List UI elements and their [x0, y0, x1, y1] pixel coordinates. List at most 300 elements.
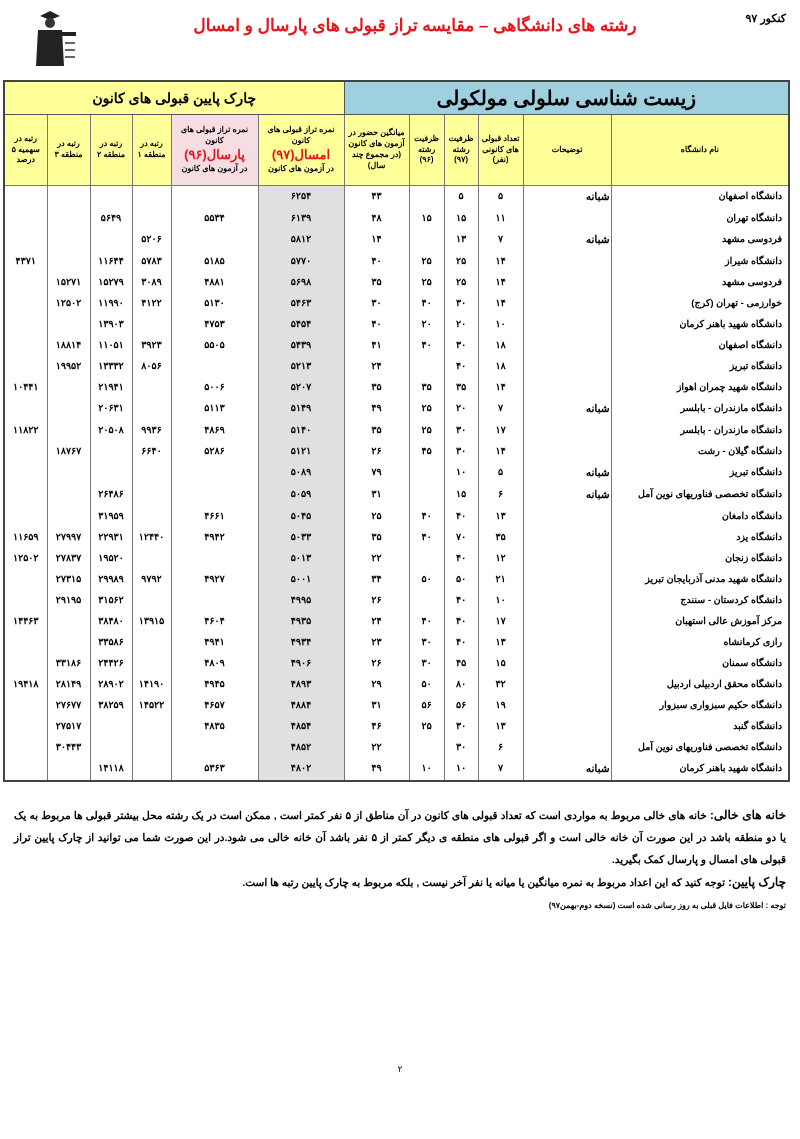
table-row	[4, 590, 789, 611]
cell-r2: ۲۲۹۳۱	[90, 527, 132, 548]
cell-r3	[47, 398, 90, 420]
table-row	[4, 314, 789, 335]
cell-y97: ۵۱۴۰	[258, 420, 344, 441]
cell-y96: ۵۰۰۶	[171, 377, 258, 398]
cell-r1: ۹۹۳۶	[132, 420, 171, 441]
cell-y97: ۴۸۵۲	[258, 737, 344, 758]
cell-avg: ۳۱	[344, 484, 409, 506]
cell-avg: ۴۰	[344, 251, 409, 272]
cell-avg: ۲۶	[344, 653, 409, 674]
cell-cap97: ۵	[444, 186, 478, 209]
table-row	[4, 356, 789, 377]
cell-r3: ۲۹۱۹۵	[47, 590, 90, 611]
cell-y96: ۵۳۶۳	[171, 758, 258, 781]
cell-cap97: ۴۰	[444, 356, 478, 377]
cell-y96	[171, 462, 258, 484]
cell-r1	[132, 632, 171, 653]
cell-avg: ۲۵	[344, 506, 409, 527]
table-row	[4, 208, 789, 229]
cell-r2: ۳۱۹۵۹	[90, 506, 132, 527]
note-empty	[14, 804, 786, 871]
cell-count: ۶	[478, 737, 523, 758]
cell-y96: ۴۸۸۱	[171, 272, 258, 293]
table-row	[4, 632, 789, 653]
cell-r3	[47, 420, 90, 441]
cell-avg: ۳۵	[344, 420, 409, 441]
cell-notes	[523, 314, 611, 335]
cell-cap97: ۵۶	[444, 695, 478, 716]
cell-cap97: ۷۰	[444, 527, 478, 548]
col-y96-top: نمره تراز قبولی های کانون	[180, 124, 249, 145]
cell-r3: ۲۷۶۷۷	[47, 695, 90, 716]
cell-r1: ۵۷۸۳	[132, 251, 171, 272]
cell-y97: ۵۴۵۴	[258, 314, 344, 335]
cell-r3: ۱۹۹۵۲	[47, 356, 90, 377]
cell-count: ۱۲	[478, 548, 523, 569]
cell-r3	[47, 611, 90, 632]
cell-r5	[4, 441, 47, 462]
cell-r1: ۱۲۴۴۰	[132, 527, 171, 548]
cell-y96: ۴۹۲۷	[171, 569, 258, 590]
table-row	[4, 420, 789, 441]
cell-y97: ۴۹۰۶	[258, 653, 344, 674]
cell-y96	[171, 737, 258, 758]
cell-name: دانشگاه یزد	[611, 527, 789, 548]
cell-r2: ۳۱۵۶۲	[90, 590, 132, 611]
cell-r3: ۳۰۴۴۳	[47, 737, 90, 758]
cell-y96	[171, 229, 258, 251]
col-r5: رتبه در سهمیه ۵ درصد	[4, 115, 47, 186]
cell-r1: ۸۰۵۶	[132, 356, 171, 377]
cell-count: ۱۴	[478, 293, 523, 314]
cell-r2: ۱۱۶۴۴	[90, 251, 132, 272]
cell-count: ۱۴	[478, 441, 523, 462]
cell-cap97: ۴۰	[444, 611, 478, 632]
cell-name: فردوسی مشهد	[611, 272, 789, 293]
cell-avg: ۳۴	[344, 569, 409, 590]
cell-avg: ۳۰	[344, 293, 409, 314]
cell-count: ۷	[478, 229, 523, 251]
table-row	[4, 506, 789, 527]
cell-notes	[523, 611, 611, 632]
cell-r3: ۲۸۱۴۹	[47, 674, 90, 695]
col-r3: رتبه در منطقه ۳	[47, 115, 90, 186]
cell-y96	[171, 548, 258, 569]
cell-avg: ۲۶	[344, 590, 409, 611]
cell-y96: ۴۶۰۴	[171, 611, 258, 632]
cell-count: ۱۱	[478, 208, 523, 229]
table-row	[4, 569, 789, 590]
cell-cap96	[409, 484, 444, 506]
cell-count: ۵	[478, 462, 523, 484]
cell-r3: ۲۷۹۹۷	[47, 527, 90, 548]
col-cap96: ظرفیت رشته (۹۶)	[409, 115, 444, 186]
cell-count: ۱۳	[478, 632, 523, 653]
cell-cap97: ۱۰	[444, 758, 478, 781]
cell-cap96: ۵۰	[409, 674, 444, 695]
cell-r5	[4, 737, 47, 758]
cell-r3: ۱۲۵۰۲	[47, 293, 90, 314]
cell-notes: شبانه	[523, 758, 611, 781]
cell-r2: ۱۴۱۱۸	[90, 758, 132, 781]
cell-y97: ۵۱۲۱	[258, 441, 344, 462]
cell-r5: ۱۲۵۰۲	[4, 548, 47, 569]
cell-r1: ۱۳۹۱۵	[132, 611, 171, 632]
cell-r1	[132, 716, 171, 737]
cell-count: ۷	[478, 398, 523, 420]
cell-y97: ۶۲۵۴	[258, 186, 344, 209]
cell-avg: ۲۴	[344, 611, 409, 632]
cell-r3	[47, 484, 90, 506]
cell-name: دانشگاه دامغان	[611, 506, 789, 527]
cell-r2: ۳۳۵۸۶	[90, 632, 132, 653]
cell-y96: ۴۹۴۵	[171, 674, 258, 695]
table-row	[4, 737, 789, 758]
cell-cap97: ۳۰	[444, 293, 478, 314]
cell-r2	[90, 462, 132, 484]
cell-r3	[47, 314, 90, 335]
cell-y96: ۵۲۸۶	[171, 441, 258, 462]
cell-name: دانشگاه سمنان	[611, 653, 789, 674]
cell-notes: شبانه	[523, 462, 611, 484]
col-y97-mid: امسال(۹۷)	[271, 147, 331, 163]
cell-cap96	[409, 356, 444, 377]
cell-count: ۱۳	[478, 506, 523, 527]
cell-y96: ۴۸۶۹	[171, 420, 258, 441]
cell-r5	[4, 506, 47, 527]
cell-r3	[47, 462, 90, 484]
cell-name: دانشگاه شهید چمران اهواز	[611, 377, 789, 398]
cell-y97: ۵۲۱۳	[258, 356, 344, 377]
table-row	[4, 611, 789, 632]
cell-count: ۱۸	[478, 356, 523, 377]
cell-name: دانشگاه شیراز	[611, 251, 789, 272]
cell-name: دانشگاه تهران	[611, 208, 789, 229]
cell-name: دانشگاه مازندران - بابلسر	[611, 420, 789, 441]
cell-y96: ۴۷۵۳	[171, 314, 258, 335]
table-row	[4, 758, 789, 781]
cell-cap96: ۱۵	[409, 208, 444, 229]
note-chark	[14, 871, 786, 894]
cell-r1	[132, 653, 171, 674]
cell-r5: ۱۱۸۲۲	[4, 420, 47, 441]
cell-r3	[47, 758, 90, 781]
cell-r1: ۶۶۴۰	[132, 441, 171, 462]
notes	[14, 804, 786, 914]
cell-y97: ۵۰۵۹	[258, 484, 344, 506]
cell-y97: ۵۱۴۹	[258, 398, 344, 420]
cell-r3: ۱۵۲۷۱	[47, 272, 90, 293]
cell-r5: ۱۰۴۴۱	[4, 377, 47, 398]
cell-avg: ۴۳	[344, 186, 409, 209]
cell-notes	[523, 506, 611, 527]
cell-r5	[4, 484, 47, 506]
cell-r2: ۲۰۶۳۱	[90, 398, 132, 420]
cell-y96	[171, 186, 258, 209]
cell-r5	[4, 695, 47, 716]
cell-notes: شبانه	[523, 398, 611, 420]
cell-r2: ۱۵۲۷۹	[90, 272, 132, 293]
cell-r1	[132, 506, 171, 527]
cell-name: دانشگاه کردستان - سنندج	[611, 590, 789, 611]
cell-cap97: ۳۰	[444, 737, 478, 758]
cell-cap97: ۱۰	[444, 462, 478, 484]
cell-cap96: ۵۰	[409, 569, 444, 590]
col-avg: میانگین حضور در آزمون های کانون (در مجموع چند سال)	[344, 115, 409, 186]
cell-r2	[90, 716, 132, 737]
cell-r5	[4, 569, 47, 590]
cell-r1	[132, 484, 171, 506]
col-y97-top: نمره تراز قبولی های کانون	[267, 124, 335, 145]
table-row	[4, 716, 789, 737]
page-number: ۲	[397, 1064, 403, 1074]
col-y96-bot: در آزمون های کانون	[181, 164, 248, 174]
cell-r5	[4, 758, 47, 781]
cell-count: ۱۹	[478, 695, 523, 716]
cell-r3: ۱۸۸۱۴	[47, 335, 90, 356]
cell-r3: ۳۳۱۸۶	[47, 653, 90, 674]
cell-r5	[4, 314, 47, 335]
cell-avg: ۲۳	[344, 632, 409, 653]
cell-name: خوارزمی - تهران (کرج)	[611, 293, 789, 314]
cell-count: ۱۷	[478, 420, 523, 441]
cell-r5	[4, 186, 47, 209]
cell-y96: ۵۵۳۴	[171, 208, 258, 229]
cell-name: دانشگاه حکیم سبزواری سبزوار	[611, 695, 789, 716]
cell-cap96: ۴۰	[409, 611, 444, 632]
cell-r5	[4, 208, 47, 229]
table-row	[4, 398, 789, 420]
cell-r3: ۱۸۷۶۷	[47, 441, 90, 462]
cell-count: ۱۴	[478, 272, 523, 293]
cell-cap97: ۳۵	[444, 377, 478, 398]
cell-notes	[523, 208, 611, 229]
cell-y97: ۴۸۵۴	[258, 716, 344, 737]
cell-r2: ۳۸۲۵۹	[90, 695, 132, 716]
col-y96	[171, 115, 258, 186]
cell-avg: ۴۹	[344, 758, 409, 781]
cell-count: ۳۲	[478, 674, 523, 695]
cell-cap97: ۱۳	[444, 229, 478, 251]
col-r1: رتبه در منطقه ۱	[132, 115, 171, 186]
cell-y96: ۵۵۰۵	[171, 335, 258, 356]
cell-notes: شبانه	[523, 484, 611, 506]
cell-y97: ۴۹۳۵	[258, 611, 344, 632]
cell-r3	[47, 208, 90, 229]
cell-cap97: ۲۵	[444, 251, 478, 272]
cell-avg: ۴۶	[344, 716, 409, 737]
cell-y96	[171, 484, 258, 506]
cell-r3	[47, 186, 90, 209]
cell-count: ۱۵	[478, 653, 523, 674]
cell-cap96: ۲۵	[409, 251, 444, 272]
cell-y97: ۴۸۰۲	[258, 758, 344, 781]
cell-avg: ۴۸	[344, 208, 409, 229]
cell-count: ۶	[478, 484, 523, 506]
cell-y96: ۴۸۰۹	[171, 653, 258, 674]
cell-cap96	[409, 737, 444, 758]
cell-cap97: ۱۵	[444, 208, 478, 229]
cell-cap96: ۴۰	[409, 293, 444, 314]
cell-avg: ۳۵	[344, 272, 409, 293]
cell-notes	[523, 716, 611, 737]
cell-notes	[523, 569, 611, 590]
cell-r5	[4, 653, 47, 674]
cell-cap96: ۲۵	[409, 272, 444, 293]
cell-y97: ۴۸۹۳	[258, 674, 344, 695]
cell-cap96: ۴۵	[409, 441, 444, 462]
cell-notes	[523, 377, 611, 398]
cell-r2: ۲۴۴۲۶	[90, 653, 132, 674]
cell-r1: ۵۲۰۶	[132, 229, 171, 251]
cell-r2: ۵۶۴۹	[90, 208, 132, 229]
cell-r5	[4, 229, 47, 251]
cell-y96: ۵۱۸۵	[171, 251, 258, 272]
cell-notes	[523, 527, 611, 548]
cell-notes	[523, 737, 611, 758]
cell-y96: ۴۶۵۷	[171, 695, 258, 716]
cell-name: دانشگاه اصفهان	[611, 335, 789, 356]
cell-notes	[523, 695, 611, 716]
cell-cap96: ۴۰	[409, 527, 444, 548]
cell-count: ۱۳	[478, 716, 523, 737]
table-row	[4, 653, 789, 674]
cell-cap96: ۴۰	[409, 506, 444, 527]
cell-y97: ۵۰۴۵	[258, 506, 344, 527]
cell-name: دانشگاه محقق اردبیلی اردبیل	[611, 674, 789, 695]
cell-avg: ۳۵	[344, 377, 409, 398]
cell-cap97: ۴۰	[444, 506, 478, 527]
cell-y96	[171, 356, 258, 377]
cell-cap97: ۴۰	[444, 548, 478, 569]
cell-name: دانشگاه شهید مدنی آذربایجان تبریز	[611, 569, 789, 590]
table-row	[4, 377, 789, 398]
table-row	[4, 527, 789, 548]
cell-cap96: ۳۰	[409, 653, 444, 674]
cell-cap96	[409, 462, 444, 484]
cell-name: دانشگاه گیلان - رشت	[611, 441, 789, 462]
page-title: رشته های دانشگاهی – مقایسه تراز قبولی های پارسال و امسال	[193, 16, 637, 35]
cell-count: ۱۴	[478, 251, 523, 272]
col-cap97: ظرفیت رشته (۹۷)	[444, 115, 478, 186]
cell-r5	[4, 462, 47, 484]
cell-y96: ۵۱۱۳	[171, 398, 258, 420]
konkur-label: کنکور ۹۷	[745, 13, 786, 25]
note-chark-label: چارک پایین:	[727, 875, 786, 889]
cell-r5	[4, 716, 47, 737]
chark-title: چارک پایین قبولی های کانون	[4, 81, 344, 115]
results-table	[3, 80, 790, 782]
cell-r1	[132, 758, 171, 781]
cell-notes	[523, 653, 611, 674]
cell-y97: ۴۸۸۴	[258, 695, 344, 716]
cell-cap97: ۲۵	[444, 272, 478, 293]
cell-name: دانشگاه شهید باهنر کرمان	[611, 758, 789, 781]
cell-r1: ۳۰۸۹	[132, 272, 171, 293]
cell-r3: ۲۷۳۱۵	[47, 569, 90, 590]
cell-y97: ۵۲۰۷	[258, 377, 344, 398]
cell-notes	[523, 272, 611, 293]
cell-notes	[523, 590, 611, 611]
cell-avg: ۲۹	[344, 674, 409, 695]
cell-avg: ۴۹	[344, 398, 409, 420]
cell-y97: ۵۶۹۸	[258, 272, 344, 293]
table-row	[4, 293, 789, 314]
cell-cap97: ۳۰	[444, 716, 478, 737]
cell-cap96	[409, 590, 444, 611]
cell-r1	[132, 548, 171, 569]
note-chark-text: توجه کنید که این اعداد مربوط به نمره میانگین یا میانه یا نفر آخر نیست , بلکه مربوط به چارک پایین رتبه ها است.	[242, 877, 728, 889]
cell-avg: ۲۶	[344, 441, 409, 462]
cell-avg: ۳۵	[344, 527, 409, 548]
cell-cap96: ۲۰	[409, 314, 444, 335]
cell-cap96: ۳۰	[409, 632, 444, 653]
cell-r1	[132, 737, 171, 758]
col-count: تعداد قبولی های کانونی (نفر)	[478, 115, 523, 186]
cell-avg: ۲۴	[344, 356, 409, 377]
col-r2: رتبه در منطقه ۲	[90, 115, 132, 186]
cell-name: فردوسی مشهد	[611, 229, 789, 251]
table-row	[4, 272, 789, 293]
cell-name: دانشگاه شهید باهنر کرمان	[611, 314, 789, 335]
cell-name: مرکز آموزش عالی استهبان	[611, 611, 789, 632]
cell-cap97: ۴۰	[444, 590, 478, 611]
cell-notes	[523, 441, 611, 462]
cell-r2: ۲۹۹۸۹	[90, 569, 132, 590]
cell-r2: ۱۱۹۹۰	[90, 293, 132, 314]
cell-r2: ۲۱۹۴۱	[90, 377, 132, 398]
cell-y96: ۴۸۳۵	[171, 716, 258, 737]
note-empty-text: خانه های خالی مربوط به مواردی است که تعداد قبولی های کانون در آن مناطق از ۵ نفر کمتر است , ممکن است در یک رشته محل بیشتر قبولی ها مربوط به یک یا دو منطقه باشد در این صورت آن خانه خالی است و اگر قبولی های منطقه ی دیگر کمتر از ۵ نفر باشد آن خانه خالی می شود.در این صورت شما می توانید از چارک پایین تراز قبولی های امسال و پارسال کمک بگیرید.	[14, 810, 786, 866]
cell-y97: ۵۰۱۳	[258, 548, 344, 569]
cell-r1	[132, 590, 171, 611]
cell-cap96: ۳۵	[409, 377, 444, 398]
cell-r5	[4, 398, 47, 420]
cell-avg: ۷۹	[344, 462, 409, 484]
field-title: زیست شناسی سلولی مولکولی	[344, 81, 789, 115]
cell-r2: ۲۶۴۸۶	[90, 484, 132, 506]
cell-r2	[90, 737, 132, 758]
cell-cap97: ۲۰	[444, 314, 478, 335]
cell-cap96: ۲۵	[409, 420, 444, 441]
col-y97	[258, 115, 344, 186]
cell-avg: ۴۱	[344, 335, 409, 356]
cell-notes	[523, 335, 611, 356]
cell-r2: ۳۸۴۸۰	[90, 611, 132, 632]
cell-cap97: ۳۰	[444, 420, 478, 441]
cell-cap96: ۵۶	[409, 695, 444, 716]
cell-name: دانشگاه تبریز	[611, 462, 789, 484]
cell-r1	[132, 186, 171, 209]
cell-cap97: ۱۵	[444, 484, 478, 506]
cell-count: ۵	[478, 186, 523, 209]
cell-r5	[4, 632, 47, 653]
cell-count: ۱۰	[478, 314, 523, 335]
cell-notes	[523, 674, 611, 695]
cell-r1: ۱۴۵۲۲	[132, 695, 171, 716]
cell-r1	[132, 398, 171, 420]
cell-r2: ۱۱۰۵۱	[90, 335, 132, 356]
cell-avg: ۴۰	[344, 314, 409, 335]
cell-cap96	[409, 548, 444, 569]
cell-y96: ۴۶۶۱	[171, 506, 258, 527]
cell-r5: ۱۴۴۶۳	[4, 611, 47, 632]
cell-y97: ۵۰۰۱	[258, 569, 344, 590]
cell-cap97: ۳۰	[444, 335, 478, 356]
cell-notes	[523, 356, 611, 377]
cell-r3	[47, 229, 90, 251]
cell-cap96: ۲۵	[409, 398, 444, 420]
